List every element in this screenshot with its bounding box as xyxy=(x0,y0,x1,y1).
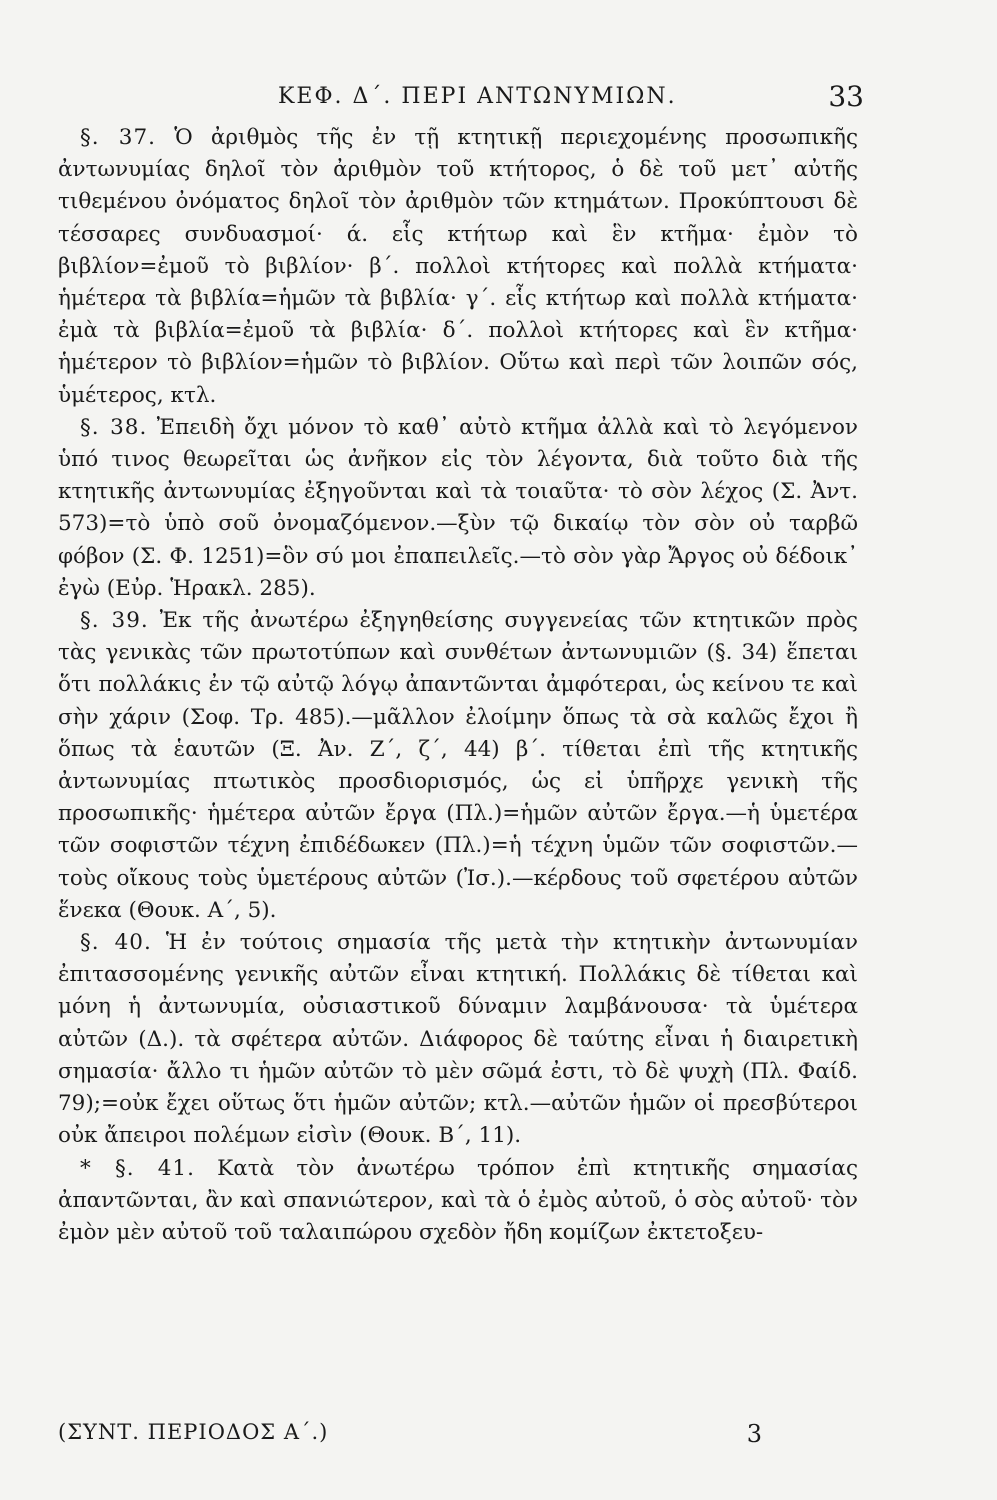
signature-number: 3 xyxy=(746,1420,763,1448)
paragraph-text: Ὁ ἀριθμὸς τῆς ἐν τῇ κτητικῇ περιεχομένης προσωπικῆς ἀντωνυμίας δηλοῖ τὸν ἀριθμὸν τοῦ κτήτορος, ὁ δὲ τοῦ μετ᾽ αὐτῆς τιθεμένου ὀνόματος δηλοῖ τὸν ἀριθμὸν τῶν κτημάτων. Προκύπτουσι δὲ τέσσαρες συνδυασμοί· ά. εἷς κτήτωρ καὶ ἓν κτῆμα· ἐμὸν τὸ βιβλίον=ἐμοῦ τὸ βιβλίον· β΄. πολλοὶ κτήτορες καὶ πολλὰ κτήματα· ἡμέτερα τὰ βιβλία=ἡμῶν τὰ βιβλία· γ΄. εἷς κτήτωρ καὶ πολλὰ κτήματα· ἐμὰ τὰ βιβλία=ἐμοῦ τὰ βιβλία· δ΄. πολλοὶ κτήτορες καὶ ἓν κτῆμα· ἡμέτερον τὸ βιβλίον=ἡμῶν τὸ βιβλίον. Οὕτω καὶ περὶ τῶν λοιπῶν σός, ὑμέτερος, κτλ. xyxy=(58,125,858,408)
paragraph-37 xyxy=(58,122,858,412)
paragraph-40 xyxy=(58,927,858,1152)
paragraph-41 xyxy=(58,1153,858,1250)
paragraph-text: Ἐκ τῆς ἀνωτέρω ἐξηγηθείσης συγγενείας τῶν κτητικῶν πρὸς τὰς γενικὰς τῶν πρωτοτύπων καὶ συνθέτων ἀντωνυμιῶν (§. 34) ἕπεται ὅτι πολλάκις ἐν τῷ αὐτῷ λόγῳ ἀπαντῶνται ἀμφότεραι, ὡς κείνου τε καὶ σὴν χάριν (Σοφ. Τρ. 485).—μᾶλλον ἐλοίμην ὅπως τὰ σὰ καλῶς ἔχοι ἢ ὅπως τὰ ἑαυτῶν (Ξ. Ἀν. Ζ΄, ζ΄, 44) β΄. τίθεται ἐπὶ τῆς κτητικῆς ἀντωνυμίας πτωτικὸς προσδιορισμός, ὡς εἰ ὑπῆρχε γενικὴ τῆς προσωπικῆς· ἡμέτερα αὐτῶν ἔργα (Πλ.)=ἡμῶν αὐτῶν ἔργα.—ἡ ὑμετέρα τῶν σοφιστῶν τέχνη ἐπιδέδωκεν (Πλ.)=ἡ τέχνη ὑμῶν τῶν σοφιστῶν.—τοὺς οἴκους τοὺς ὑμετέρους αὐτῶν (Ἰσ.).—κέρδους τοῦ σφετέρου αὐτῶν ἕνεκα (Θουκ. Α΄, 5). xyxy=(58,608,858,923)
book-page xyxy=(58,70,864,1460)
paragraph-text: Ἡ ἐν τούτοις σημασία τῆς μετὰ τὴν κτητικὴν ἀντωνυμίαν ἐπιτασσομένης γενικῆς αὐτῶν εἶναι κτητική. Πολλάκις δὲ τίθεται καὶ μόνη ἡ ἀντωνυμία, οὐσιαστικοῦ δύναμιν λαμβάνουσα· τὰ ὑμέτερα αὐτῶν (Δ.). τὰ σφέτερα αὐτῶν. Διάφορος δὲ ταύτης εἶναι ἡ διαιρετικὴ σημασία· ἄλλο τι ἡμῶν αὐτῶν τὸ μὲν σῶμά ἐστι, τὸ δὲ ψυχὴ (Πλ. Φαίδ. 79);=οὐκ ἔχει οὕτως ὅτι ἡμῶν αὐτῶν; κτλ.—αὐτῶν ἡμῶν οἱ πρεσβύτεροι οὐκ ἄπειροι πολέμων εἰσὶν (Θουκ. Β΄, 11). xyxy=(58,930,858,1149)
section-number: §. 39. xyxy=(80,608,149,634)
paragraph-text: Ἐπειδὴ ὄχι μόνον τὸ καθ᾽ αὐτὸ κτῆμα ἀλλὰ καὶ τὸ λεγόμενον ὑπό τινος θεωρεῖται ὡς ἀνῆκον εἰς τὸν λέγοντα, διὰ τοῦτο διὰ τῆς κτητικῆς ἀντωνυμίας ἐξηγοῦνται καὶ τὰ τοιαῦτα· τὸ σὸν λέχος (Σ. Ἀντ. 573)=τὸ ὑπὸ σοῦ ὀνομαζόμενον.—ξὺν τῷ δικαίῳ τὸν σὸν οὐ ταρβῶ φόβον (Σ. Φ. 1251)=ὃν σύ μοι ἐπαπειλεῖς.—τὸ σὸν γὰρ Ἄργος οὐ δέδοικ᾽ ἐγὼ (Εὐρ. Ἡρακλ. 285). xyxy=(58,414,858,601)
section-number: §. 38. xyxy=(80,414,148,440)
paragraph-39 xyxy=(58,605,858,927)
running-title: ΚΕΦ. Δ΄. ΠΕΡΙ ΑΝΤΩΝΥΜΙΩΝ. xyxy=(278,84,677,109)
section-number: §. 40. xyxy=(80,930,152,956)
page-footer xyxy=(58,1420,858,1460)
paragraph-text: Κατὰ τὸν ἀνωτέρω τρόπον ἐπὶ κτητικῆς σημασίας ἀπαντῶνται, ἂν καὶ σπανιώτερον, καὶ τὰ ὁ ἐμὸς αὐτοῦ, ὁ σὸς αὐτοῦ· τὸν ἐμὸν μὲν αὐτοῦ τοῦ ταλαιπώρου σχεδὸν ἤδη κομίζων ἐκτετοξευ- xyxy=(58,1155,858,1245)
body-text xyxy=(58,122,858,1249)
section-number: * §. 41. xyxy=(80,1155,195,1181)
paragraph-38 xyxy=(58,412,858,605)
page-header xyxy=(58,70,864,118)
section-number: §. 37. xyxy=(80,125,156,150)
printer-signature: (ΣΥΝΤ. ΠΕΡΙΟΔΟΣ Α΄.) xyxy=(58,1420,329,1444)
page-number: 33 xyxy=(828,80,864,113)
